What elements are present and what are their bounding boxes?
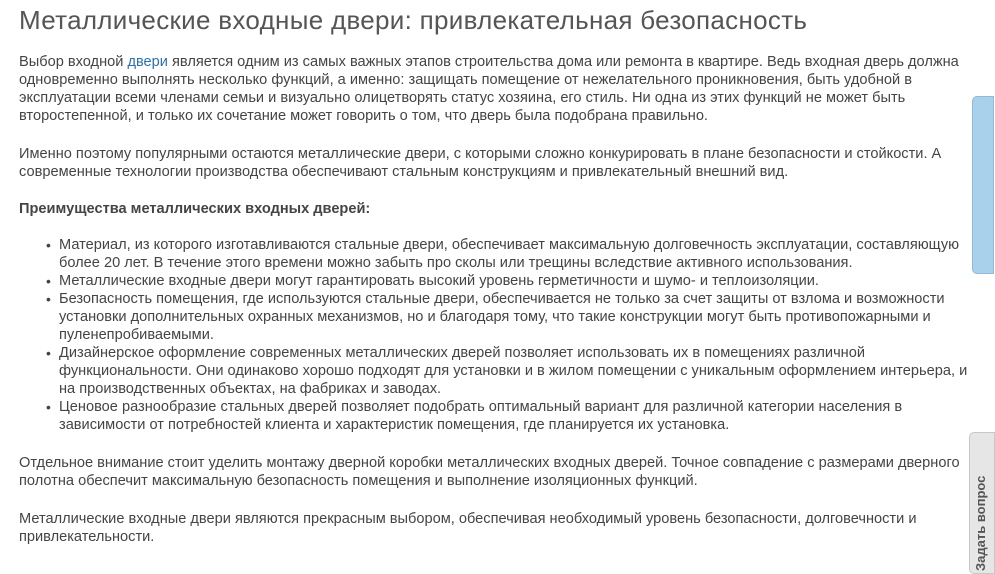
list-item-text: Ценовое разнообразие стальных дверей позволяет подобрать оптимальный вариант для различной категории населения в зависимости от потребностей клиента и характеристик помещения, где планируется их установка.	[59, 399, 903, 433]
advantages-heading: Преимущества металлических входных дверей:	[19, 201, 371, 217]
intro-text-rest: является одним из самых важных этапов строительства дома или ремонта в квартире. Ведь входная дверь должна одновременно выполнять несколько функций, а именно: защищать помещение от нежелательного проникновения, быть удобной в эксплуатации всеми членами семьи и визуально олицетворять статус хозяина, его стиль. Ни одна из этих функций не может быть второстепенной, и только их сочетание может говорить о том, что дверь была подобрана правильно.	[19, 54, 959, 124]
list-item	[46, 398, 977, 434]
list-item-text: Безопасность помещения, где используются стальные двери, обеспечивается не только за счет защиты от взлома и возможности установки дополнительных охранных механизмов, но и благодаря тому, что такие конструкции могут быть противопожарными и пуленепробиваемыми.	[59, 291, 945, 343]
list-item	[46, 290, 977, 344]
list-item	[46, 272, 977, 290]
list-item	[46, 344, 977, 398]
list-item	[46, 236, 977, 272]
popularity-paragraph: Именно поэтому популярными остаются металлические двери, с которыми сложно конкурировать в плане безопасности и стойкости. А современные технологии производства обеспечивают стальным конструкциям и привлекательный внешний вид.	[19, 146, 942, 180]
bullet-icon: •	[46, 273, 51, 289]
advantages-list	[19, 236, 977, 434]
bullet-icon: •	[46, 237, 51, 253]
intro-text-start: Выбор входной	[19, 54, 128, 70]
page-title: Металлические входные двери: привлекательная безопасность	[19, 5, 808, 35]
bullet-icon: •	[46, 345, 51, 361]
list-item-text: Материал, из которого изготавливаются стальные двери, обеспечивает максимальную долговечность эксплуатации, составляющую более 20 лет. В течение этого времени можно забыть про сколы или трещины вследствие активного использования.	[59, 237, 960, 271]
bullet-icon: •	[46, 399, 51, 415]
bullet-icon: •	[46, 291, 51, 307]
doors-link[interactable]: двери	[127, 54, 168, 70]
list-item-text: Металлические входные двери могут гарантировать высокий уровень герметичности и шумо- и теплоизоляции.	[59, 273, 819, 289]
side-feedback-tab[interactable]	[972, 96, 994, 274]
ask-question-label: Задать вопрос	[973, 475, 988, 571]
installation-paragraph: Отдельное внимание стоит уделить монтажу дверной коробки металлических входных дверей. Точное совпадение с размерами дверного полотна обеспечит максимальную безопасность помещения и выполнение изоляционных функций.	[19, 455, 960, 489]
list-item-text: Дизайнерское оформление современных металлических дверей позволяет использовать их в помещениях различной функциональности. Они одинаково хорошо подходят для установки и в жилом помещении с уникальным оформлением интерьера, и на производственных объектах, на фабриках и заводах.	[59, 345, 968, 397]
ask-question-tab[interactable]	[969, 432, 995, 574]
article	[19, 0, 977, 546]
intro-paragraph	[19, 53, 977, 125]
conclusion-paragraph: Металлические входные двери являются прекрасным выбором, обеспечивая необходимый уровень безопасности, долговечности и привлекательности.	[19, 511, 917, 545]
